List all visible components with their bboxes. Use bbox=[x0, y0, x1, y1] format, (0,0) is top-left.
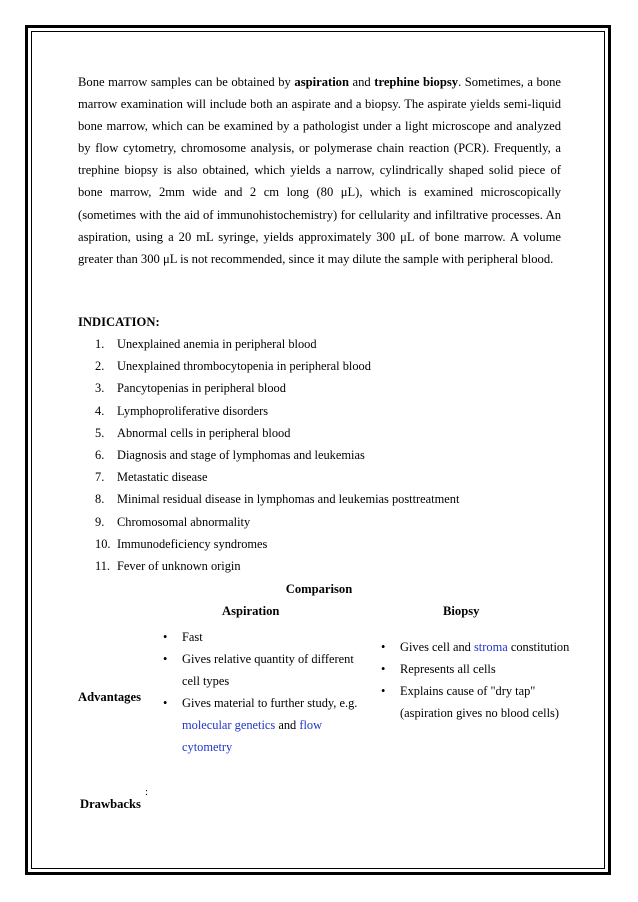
item-number: 10. bbox=[95, 536, 111, 551]
indication-item bbox=[95, 555, 459, 577]
aspiration-term: aspiration bbox=[294, 75, 349, 89]
item-text: Chromosomal abnormality bbox=[117, 514, 251, 529]
indication-item bbox=[95, 400, 459, 422]
item-number: 1. bbox=[95, 337, 105, 351]
item-number: 5. bbox=[95, 425, 105, 440]
list-item bbox=[163, 626, 358, 648]
item-number: 11. bbox=[95, 558, 111, 573]
item-text: Abnormal cells in peripheral blood bbox=[117, 425, 291, 440]
list-item bbox=[381, 658, 571, 680]
paragraph-text: and bbox=[349, 75, 375, 89]
list-item bbox=[163, 648, 358, 692]
indication-item bbox=[95, 355, 459, 377]
intro-paragraph bbox=[78, 71, 561, 270]
indication-item bbox=[95, 444, 459, 466]
paragraph-text: . Sometimes, a bone marrow examination will include both an aspirate and a biopsy. The aspirate yields semi-liquid bone marrow, which can be examined by a pathologist under a light microscope and analyzed by flow cytometry, chromosome analysis, or polymerase chain reaction (PCR). Frequently, a trephine biopsy is also obtained, which yields a narrow, cylindrically shaped solid piece of bone marrow, 2mm wide and 2 cm long (80 μL), which is examined microscopically (sometimes with the aid of immunohistochemistry) for cellularity and infiltrative processes. An aspiration, using a 20 mL syringe, yields approximately 300 μL of bone marrow. A volume greater than 300 μL is not recommended, since it may dilute the sample with peripheral blood. bbox=[78, 75, 562, 266]
item-text: Gives relative quantity of different cell types bbox=[182, 652, 354, 689]
trephine-biopsy-term: trephine biopsy bbox=[374, 75, 459, 89]
item-number: 6. bbox=[95, 447, 105, 462]
list-item bbox=[163, 692, 358, 758]
item-text: Diagnosis and stage of lymphomas and leukemias bbox=[117, 447, 365, 462]
item-text: Lymphoproliferative disorders bbox=[117, 403, 269, 418]
flow-cytometry-link[interactable]: flow cytometry bbox=[182, 718, 323, 755]
aspiration-column-header: Aspiration bbox=[222, 604, 280, 618]
item-text: Pancytopenias in peripheral blood bbox=[117, 381, 286, 396]
indication-item bbox=[95, 511, 459, 533]
item-text: and bbox=[275, 718, 300, 733]
drawbacks-colon: : bbox=[145, 786, 149, 798]
biopsy-advantages-list bbox=[381, 636, 571, 724]
item-text: Metastatic disease bbox=[117, 470, 208, 485]
indication-item bbox=[95, 488, 459, 510]
item-text: Unexplained anemia in peripheral blood bbox=[117, 337, 317, 351]
indication-item bbox=[95, 377, 459, 399]
item-number: 2. bbox=[95, 359, 105, 374]
item-text: Gives material to further study, e.g. bbox=[182, 696, 358, 711]
stroma-link[interactable]: stroma bbox=[473, 640, 508, 654]
item-number: 9. bbox=[95, 514, 105, 529]
item-text: Fever of unknown origin bbox=[117, 558, 241, 573]
item-text: Represents all cells bbox=[400, 662, 496, 677]
item-text: Explains cause of "dry tap" (aspiration gives no blood cells) bbox=[400, 684, 559, 721]
item-text: constitution bbox=[507, 640, 570, 654]
item-text: Minimal residual disease in lymphomas and leukemias posttreatment bbox=[117, 492, 460, 507]
item-text: Gives cell and bbox=[400, 640, 474, 654]
item-text: Fast bbox=[182, 630, 203, 644]
biopsy-column-header: Biopsy bbox=[443, 604, 480, 618]
indication-item bbox=[95, 422, 459, 444]
indication-list bbox=[95, 333, 459, 577]
molecular-genetics-link[interactable]: molecular genetics bbox=[182, 718, 276, 733]
item-number: 7. bbox=[95, 470, 105, 485]
list-item bbox=[381, 636, 571, 658]
indication-item bbox=[95, 533, 459, 555]
item-number: 4. bbox=[95, 403, 105, 418]
paragraph-text: Bone marrow samples can be obtained by bbox=[78, 75, 295, 89]
item-text: Immunodeficiency syndromes bbox=[117, 536, 268, 551]
drawbacks-row-label: Drawbacks bbox=[80, 797, 141, 811]
indication-item bbox=[95, 333, 459, 355]
comparison-title: Comparison bbox=[285, 582, 353, 596]
item-number: 8. bbox=[95, 492, 105, 507]
advantages-row-label: Advantages bbox=[78, 690, 141, 704]
item-text: Unexplained thrombocytopenia in peripheral blood bbox=[117, 359, 371, 374]
indication-heading: INDICATION: bbox=[78, 315, 160, 329]
list-item bbox=[381, 680, 571, 724]
aspiration-advantages-list bbox=[163, 626, 358, 759]
item-number: 3. bbox=[95, 381, 105, 396]
indication-item bbox=[95, 466, 459, 488]
